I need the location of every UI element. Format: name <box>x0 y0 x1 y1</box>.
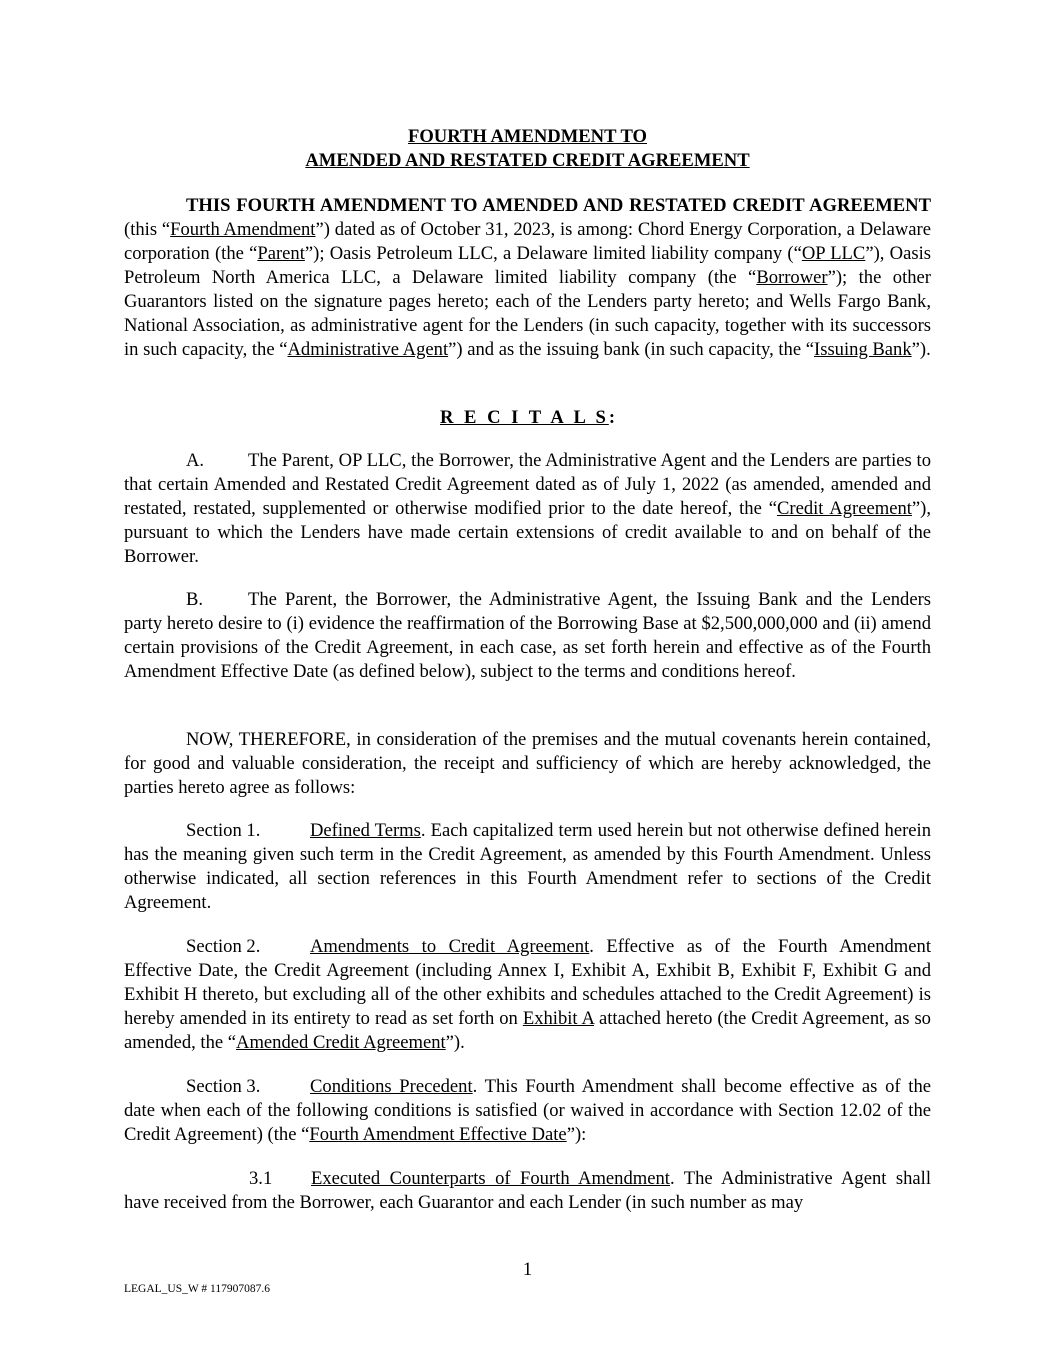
section-2-label: Section 2. <box>186 936 261 957</box>
recital-b-label: B. <box>186 589 204 610</box>
section-2-paragraph: Section 2. Amendments to Credit Agreement. Effective as of the Fourth Amendment Effective Date, the Credit Agreement (including Annex I, Exhibit A, Exhibit B, Exhibit F, Exhibit G and Exhibit H thereto, but excluding all of the other exhibits and schedules attached to the Credit Agreement) is hereby amended in its entirety to read as set forth on Exhibit A attached hereto (the Credit Agreement, as so amended, the “Amended Credit Agreement”). <box>124 936 931 1053</box>
defined-term-fourth-amendment-effective-date: Fourth Amendment Effective Date <box>309 1124 567 1145</box>
intro-paragraph: THIS FOURTH AMENDMENT TO AMENDED AND RESTATED CREDIT AGREEMENT (this “Fourth Amendment”) dated as of October 31, 2023, is among: Chord Energy Corporation, a Delaware corporation (the “Parent”); Oasis Petroleum LLC, a Delaware limited liability company (“OP LLC”), Oasis Petroleum North America LLC, a Delaware limited liability company (the “Borrower”); the other Guarantors listed on the signature pages hereto; each of the Lenders party hereto; and Wells Fargo Bank, National Association, as administrative agent for the Lenders (in such capacity, together with its successors in such capacity, the “Administrative Agent”) and as the issuing bank (in such capacity, the “Issuing Bank”). <box>124 195 931 360</box>
page-number: 1 <box>522 1259 533 1280</box>
section-3-1-label: 3.1 <box>249 1168 273 1189</box>
defined-term-issuing-bank: Issuing Bank <box>814 339 912 360</box>
section-3-label: Section 3. <box>186 1076 261 1097</box>
section-3-1-heading: Executed Counterparts of Fourth Amendment <box>311 1168 670 1189</box>
defined-term-borrower: Borrower <box>756 267 828 288</box>
now-therefore-paragraph: NOW, THEREFORE, in consideration of the premises and the mutual covenants herein contained, for good and valuable consideration, the receipt and sufficiency of which are hereby acknowledged, the parties hereto agree as follows: <box>124 729 931 798</box>
section-2-heading: Amendments to Credit Agreement <box>310 936 590 957</box>
defined-term-op-llc: OP LLC <box>801 243 866 264</box>
section-1-paragraph: Section 1. Defined Terms. Each capitalized term used herein but not otherwise defined herein has the meaning given such term in the Credit Agreement, as amended by this Fourth Amendment. Unless otherwise indicated, all section references in this Fourth Amendment refer to sections of the Credit Agreement. <box>124 820 931 913</box>
defined-term-credit-agreement: Credit Agreement <box>776 498 912 519</box>
section-3-paragraph: Section 3. Conditions Precedent. This Fourth Amendment shall become effective as of the date when each of the following conditions is satisfied (or waived in accordance with Section 12.02 of the Credit Agreement) (the “Fourth Amendment Effective Date”): <box>124 1076 932 1145</box>
document-title-line-2: AMENDED AND RESTATED CREDIT AGREEMENT <box>305 150 750 171</box>
recital-b-paragraph: B. The Parent, the Borrower, the Administrative Agent, the Issuing Bank and the Lenders party hereto desire to (i) evidence the reaffirmation of the Borrowing Base at $2,500,000,000 and (ii) amend certain provisions of the Credit Agreement, in each case, as set forth herein and effective as of the Fourth Amendment Effective Date (as defined below), subject to the terms and conditions hereof. <box>124 589 931 682</box>
recital-a-paragraph: A. The Parent, OP LLC, the Borrower, the Administrative Agent and the Lenders are parties to that certain Amended and Restated Credit Agreement dated as of July 1, 2022 (as amended, amended and restated, restated, supplemented or otherwise modified prior to the date hereof, the “Credit Agreement”), pursuant to which the Lenders have made certain extensions of credit available to and on behalf of the Borrower. <box>124 450 932 567</box>
defined-term-parent: Parent <box>257 243 305 264</box>
section-1-heading: Defined Terms <box>310 820 421 841</box>
defined-term-amended-credit-agreement: Amended Credit Agreement <box>236 1032 446 1053</box>
section-1-label: Section 1. <box>186 820 261 841</box>
defined-term-fourth-amendment: Fourth Amendment <box>170 219 316 240</box>
defined-term-administrative-agent: Administrative Agent <box>287 339 449 360</box>
recital-a-label: A. <box>186 450 205 471</box>
section-3-1-paragraph: 3.1 Executed Counterparts of Fourth Amendment. The Administrative Agent shall have received from the Borrower, each Guarantor and each Lender (in such number as may <box>124 1168 931 1213</box>
section-3-heading: Conditions Precedent <box>310 1076 473 1097</box>
defined-term-exhibit-a: Exhibit A <box>522 1008 594 1029</box>
recitals-heading: R E C I T A L S: <box>439 407 616 428</box>
document-title-line-1: FOURTH AMENDMENT TO <box>407 126 648 147</box>
document-footer-id: LEGAL_US_W # 117907087.6 <box>124 1283 270 1295</box>
intro-bold-lead: THIS FOURTH AMENDMENT TO AMENDED AND RESTATED CREDIT AGREEMENT <box>186 195 931 216</box>
